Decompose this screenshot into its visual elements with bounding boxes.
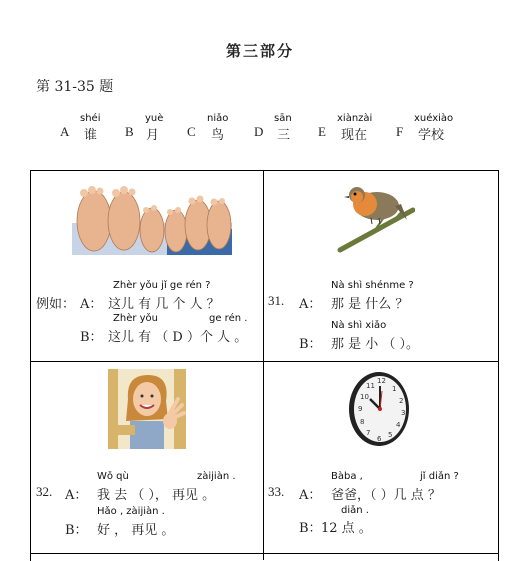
- grid-divider-bottom: [30, 553, 498, 554]
- svg-text:6: 6: [377, 435, 382, 443]
- svg-text:5: 5: [388, 431, 393, 439]
- q33-a-pinyin-1: Bàba ,: [331, 471, 363, 482]
- option-pinyin-e: xiànzài: [337, 113, 373, 124]
- q33-number: 33.: [268, 484, 285, 499]
- svg-text:3: 3: [401, 409, 406, 417]
- q32-a-pinyin-1: Wǒ qù: [97, 471, 129, 482]
- example-label: 例如：: [36, 297, 76, 312]
- option-letter-e: E: [318, 124, 326, 139]
- example-a-label: A：: [80, 297, 103, 312]
- q31-b-text: 那 是 小 （ ）。: [331, 337, 420, 352]
- option-letter-d: D: [254, 124, 264, 139]
- option-pinyin-b: yuè: [145, 113, 164, 124]
- grid-divider-vertical: [263, 170, 264, 560]
- example-a-text: 这儿 有 几 个 人 ？: [108, 297, 220, 312]
- svg-text:4: 4: [396, 421, 401, 429]
- option-letter-f: F: [396, 124, 404, 139]
- section-heading: 第 31-35 题: [36, 79, 114, 95]
- option-pinyin-f: xuéxiào: [414, 113, 454, 124]
- q32-a-pinyin-2: zàijiàn .: [197, 471, 236, 482]
- option-pinyin-a: shéi: [80, 113, 101, 124]
- option-letter-a: A: [60, 124, 70, 139]
- q31-number: 31.: [268, 293, 285, 308]
- svg-text:8: 8: [360, 418, 365, 426]
- q32-b-label: B：: [65, 523, 88, 538]
- option-hanzi-f: 学校: [418, 128, 445, 143]
- svg-text:12: 12: [377, 377, 386, 385]
- q31-a-pinyin: Nà shì shénme ?: [331, 280, 414, 291]
- example-b-pinyin-2: ge rén .: [209, 313, 248, 324]
- example-b-label: B：: [80, 330, 103, 345]
- option-letter-c: C: [187, 124, 196, 139]
- svg-text:1: 1: [392, 385, 397, 393]
- q33-b-pinyin: diǎn .: [341, 505, 369, 516]
- option-pinyin-c: niǎo: [207, 113, 229, 124]
- q31-b-pinyin: Nà shì xiǎo: [331, 320, 387, 331]
- option-hanzi-b: 月: [146, 128, 160, 143]
- svg-text:9: 9: [358, 405, 363, 413]
- grid-divider-horizontal: [30, 361, 498, 362]
- option-hanzi-d: 三: [277, 128, 291, 143]
- q33-a-text: 爸爸，（ ）几 点 ？: [331, 488, 441, 503]
- q33-b-label: B：: [299, 521, 322, 536]
- option-letter-b: B: [125, 124, 134, 139]
- svg-text:10: 10: [360, 393, 369, 401]
- clock-image: [344, 369, 414, 449]
- page-title: 第三部分: [225, 42, 294, 60]
- q31-b-label: B：: [299, 337, 322, 352]
- q33-a-pinyin-2: jǐ diǎn ?: [420, 471, 459, 482]
- example-b-text: 这儿 有 （ D ）个 人 。: [108, 330, 248, 345]
- q31-a-label: A：: [299, 297, 322, 312]
- option-hanzi-e: 现在: [341, 128, 368, 143]
- example-a-pinyin: Zhèr yǒu jǐ ge rén ?: [113, 280, 211, 291]
- option-hanzi-a: 谁: [84, 128, 98, 143]
- option-pinyin-d: sān: [274, 113, 292, 124]
- girl-image: [108, 369, 186, 449]
- bird-image: [335, 180, 415, 255]
- q33-a-label: A：: [299, 488, 322, 503]
- q32-number: 32.: [36, 484, 53, 499]
- q33-b-text: 12 点 。: [321, 521, 372, 536]
- feet-image: [72, 185, 232, 255]
- svg-text:11: 11: [366, 382, 375, 390]
- svg-text:7: 7: [366, 429, 371, 437]
- example-b-pinyin-1: Zhèr yǒu: [113, 313, 159, 324]
- q32-b-text: 好 ， 再见 。: [97, 523, 175, 538]
- q32-a-text: 我 去 （ ）， 再见 。: [97, 488, 216, 503]
- q32-a-label: A：: [65, 488, 88, 503]
- q31-a-text: 那 是 什么 ？: [331, 297, 409, 312]
- svg-text:2: 2: [399, 397, 404, 405]
- q32-b-pinyin: Hǎo , zàijiàn .: [97, 506, 165, 517]
- option-hanzi-c: 鸟: [211, 128, 225, 143]
